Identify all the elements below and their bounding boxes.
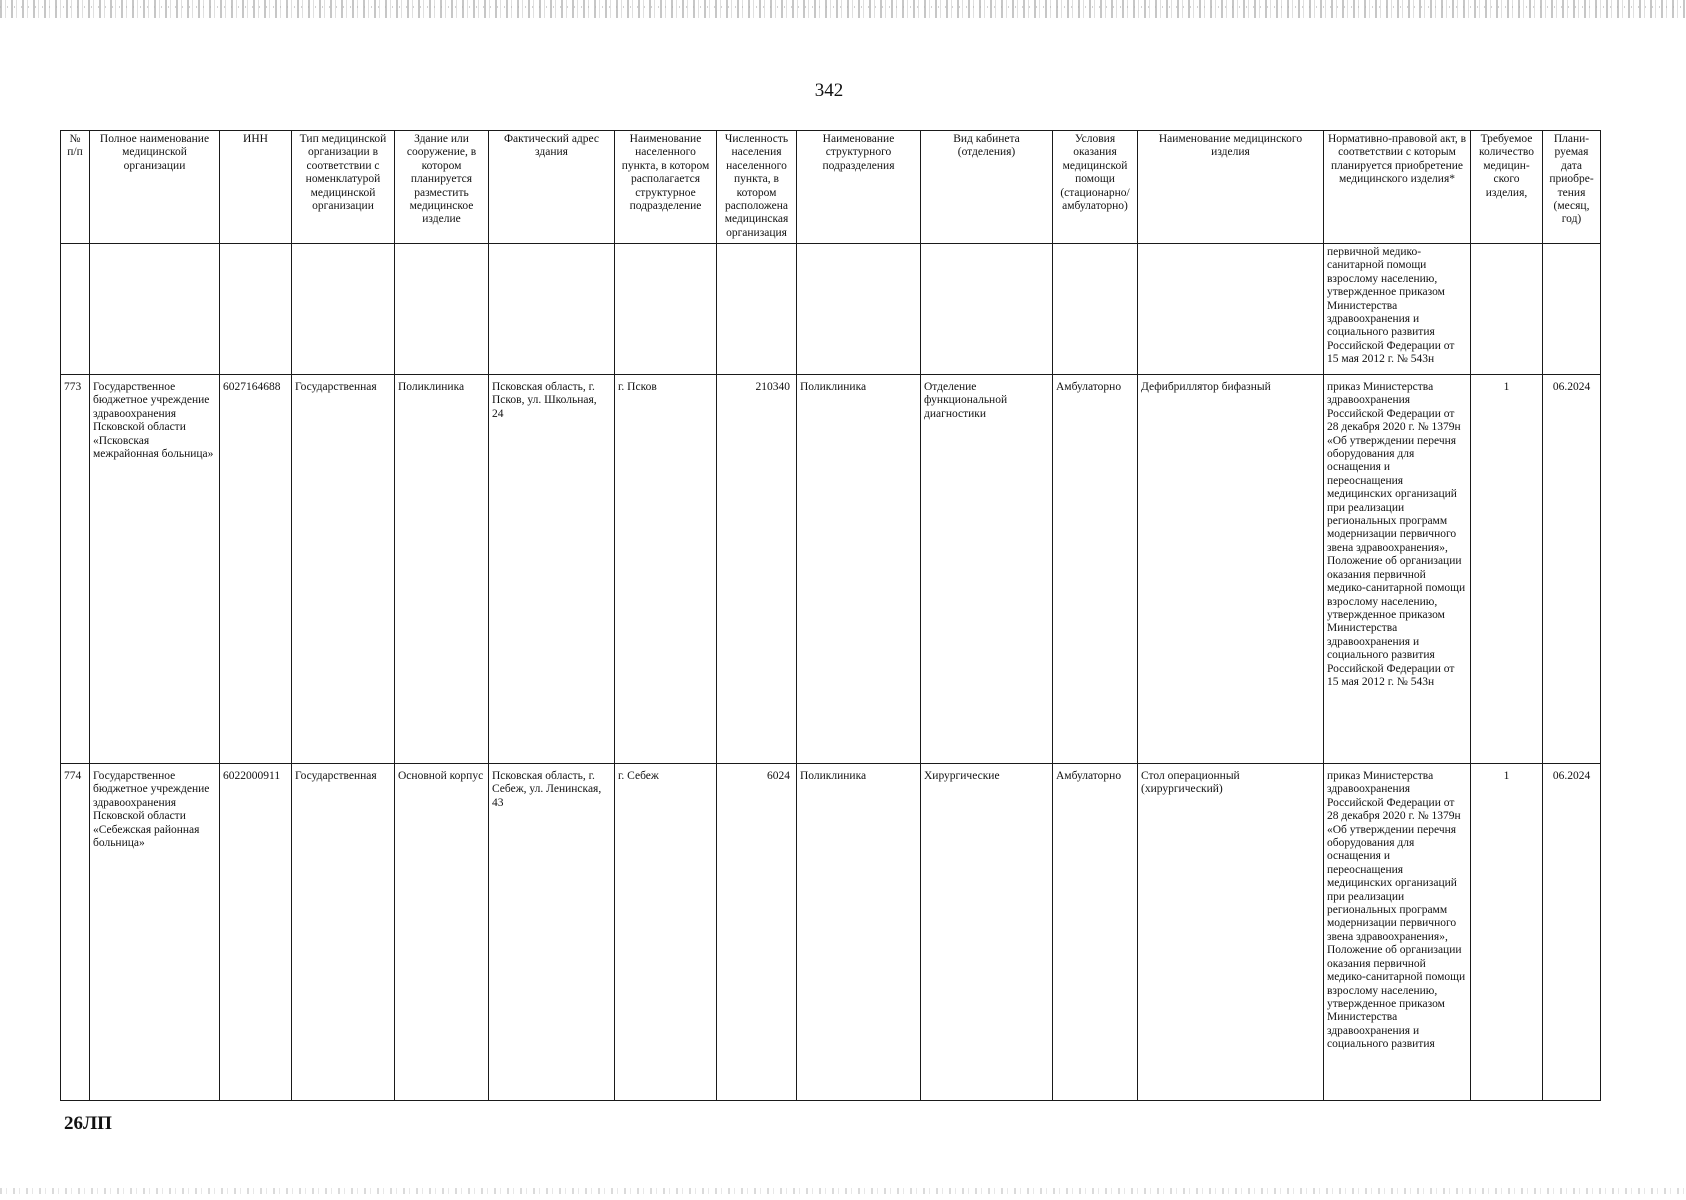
cell-quantity: 1 — [1471, 375, 1543, 764]
cell-address: Псковская область, г. Псков, ул. Школьная, 24 — [489, 375, 615, 764]
cell-empty — [489, 244, 615, 375]
cell-empty — [717, 244, 797, 375]
page-number: 342 — [814, 80, 844, 101]
header-num: № п/п — [61, 131, 90, 244]
cell-empty — [1543, 244, 1601, 375]
cell-empty — [61, 244, 90, 375]
cell-inn: 6027164688 — [220, 375, 292, 764]
cell-empty — [615, 244, 717, 375]
header-conditions: Условия оказания медицинской помощи (стационарно/ амбулаторно) — [1053, 131, 1138, 244]
cell-device: Стол операционный (хирургический) — [1138, 764, 1324, 1101]
cell-unit: Поликлиника — [797, 375, 921, 764]
cell-legal-act: приказ Министерства здравоохранения Российской Федерации от 28 декабря 2020 г. № 1379н «Об утверждении перечня оборудования для оснащения и переоснащения медицинских организаций при реализации региональных программ модернизации первичного звена здравоохранения», Положение об организации оказания первичной медико-санитарной помощи взрослому населению, утвержденное приказом Министерства здравоохранения и социального развития Российской Федерации от 15 мая 2012 г. № 543н — [1324, 375, 1471, 764]
header-building: Здание или сооружение, в котором планируется разместить медицинское изделие — [395, 131, 489, 244]
scan-edge-top — [0, 0, 1686, 18]
header-device: Наименование медицинского изделия — [1138, 131, 1324, 244]
table-row-continuation — [61, 244, 1601, 375]
cell-population: 210340 — [717, 375, 797, 764]
cell-empty — [292, 244, 395, 375]
cell-conditions: Амбулаторно — [1053, 375, 1138, 764]
header-org-type: Тип медицинской организации в соответствии с номенклатурой медицинской организации — [292, 131, 395, 244]
header-date: Плани-руемая дата приобре-тения (месяц, год) — [1543, 131, 1601, 244]
cell-empty — [1138, 244, 1324, 375]
header-population: Численность населения населенного пункта, в котором расположена медицинская организация — [717, 131, 797, 244]
header-org-name: Полное наименование медицинской организации — [90, 131, 220, 244]
cell-device: Дефибриллятор бифазный — [1138, 375, 1324, 764]
cell-inn: 6022000911 — [220, 764, 292, 1101]
cell-cabinet: Отделение функциональной диагностики — [921, 375, 1053, 764]
cell-org-type: Государственная — [292, 764, 395, 1101]
cell-date: 06.2024 — [1543, 764, 1601, 1101]
cell-building: Поликлиника — [395, 375, 489, 764]
header-inn: ИНН — [220, 131, 292, 244]
table-header-row — [61, 131, 1601, 244]
cell-empty — [1471, 244, 1543, 375]
cell-cabinet: Хирургические — [921, 764, 1053, 1101]
cell-population: 6024 — [717, 764, 797, 1101]
cell-address: Псковская область, г. Себеж, ул. Ленинская, 43 — [489, 764, 615, 1101]
cell-num: 774 — [61, 764, 90, 1101]
header-unit: Наименование структурного подразделения — [797, 131, 921, 244]
cell-empty — [220, 244, 292, 375]
table-row — [61, 375, 1601, 764]
cell-locality: г. Себеж — [615, 764, 717, 1101]
cell-num: 773 — [61, 375, 90, 764]
cell-empty — [921, 244, 1053, 375]
cell-empty — [1053, 244, 1138, 375]
cell-building: Основной корпус — [395, 764, 489, 1101]
cell-conditions: Амбулаторно — [1053, 764, 1138, 1101]
header-quantity: Требуемое количество медицин-ского изделия, — [1471, 131, 1543, 244]
cell-legal-act: приказ Министерства здравоохранения Российской Федерации от 28 декабря 2020 г. № 1379н «Об утверждении перечня оборудования для оснащения и переоснащения медицинских организаций при реализации региональных программ модернизации первичного звена здравоохранения», Положение об организации оказания первичной медико-санитарной помощи взрослому населению, утвержденное приказом Министерства здравоохранения и социального развития — [1324, 764, 1471, 1101]
cell-date: 06.2024 — [1543, 375, 1601, 764]
cell-empty — [797, 244, 921, 375]
scan-edge-bottom — [0, 1188, 1686, 1194]
header-locality: Наименование населенного пункта, в котором располагается структурное подразделение — [615, 131, 717, 244]
cell-org-type: Государственная — [292, 375, 395, 764]
cell-locality: г. Псков — [615, 375, 717, 764]
cell-empty — [90, 244, 220, 375]
cell-empty — [395, 244, 489, 375]
table-row — [61, 764, 1601, 1101]
cell-quantity: 1 — [1471, 764, 1543, 1101]
cell-legal-act-continuation: первичной медико-санитарной помощи взрослому населению, утвержденное приказом Министерства здравоохранения и социального развития Российской Федерации от 15 мая 2012 г. № 543н — [1324, 244, 1471, 375]
header-cabinet: Вид кабинета (отделения) — [921, 131, 1053, 244]
cell-org-name: Государственное бюджетное учреждение здравоохранения Псковской области «Себежская районная больница» — [90, 764, 220, 1101]
footer-code: 26ЛП — [64, 1113, 112, 1134]
medical-equipment-table — [60, 130, 1601, 1101]
header-legal-act: Нормативно-правовой акт, в соответствии с которым планируется приобретение медицинского изделия* — [1324, 131, 1471, 244]
cell-unit: Поликлиника — [797, 764, 921, 1101]
cell-org-name: Государственное бюджетное учреждение здравоохранения Псковской области «Псковская межрайонная больница» — [90, 375, 220, 764]
header-address: Фактический адрес здания — [489, 131, 615, 244]
